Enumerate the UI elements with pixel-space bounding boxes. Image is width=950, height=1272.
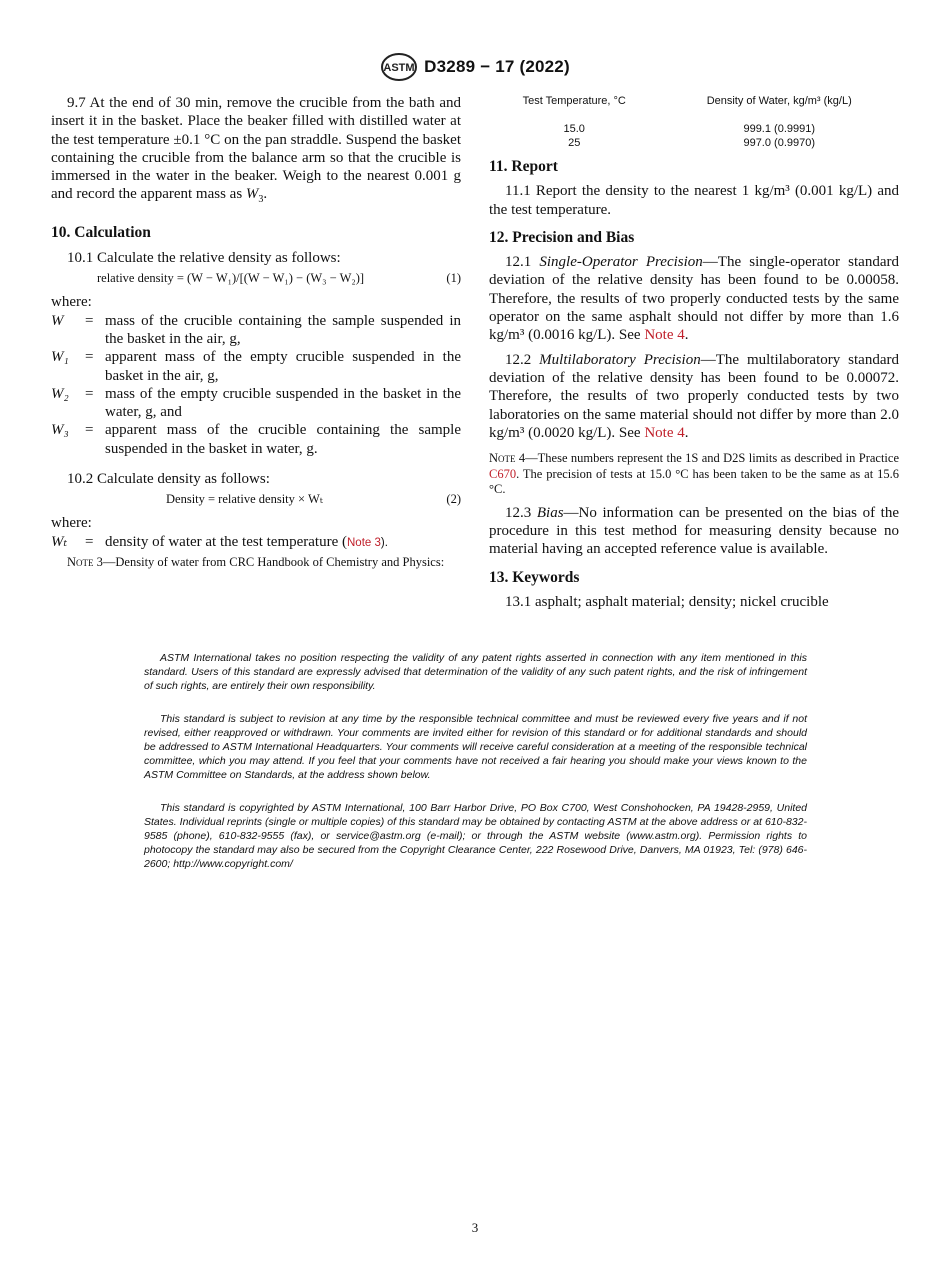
section-10-heading: 10. Calculation [51, 223, 151, 241]
document-id: D3289 − 17 (2022) [424, 57, 570, 76]
page-number: 3 [471, 1220, 479, 1235]
page-header [0, 52, 950, 82]
equation-1 [51, 267, 461, 289]
table-header-temperature: Test Temperature, °C [522, 95, 626, 107]
paragraph-11-1: 11.1 Report the density to the nearest 1 kg/m³ (0.001 kg/L) and the test temperature. [489, 183, 899, 218]
where-label-2: where: [51, 515, 92, 532]
paragraph-12-3: 12.3 Bias—No information can be presented on the bias of the procedure in this test method for measuring density because no material having an accepted reference value is available. [489, 504, 900, 558]
table-cell: 15.0 [563, 123, 585, 135]
equation-1-expression: relative density = (W − W₁)/[(W − W₁) − (W₃ − W₂)] [97, 271, 365, 286]
note-3-link[interactable]: Note 3 [347, 536, 381, 549]
section-13-heading: 13. Keywords [489, 568, 580, 586]
water-density-table [489, 94, 899, 150]
note-3: Note 3—Density of water from CRC Handbook of Chemistry and Physics: [67, 554, 445, 569]
note-4-link[interactable]: Note 4 [644, 424, 685, 441]
equation-2 [51, 488, 461, 510]
equation-2-number: (2) [446, 492, 461, 507]
astm-logo-icon [380, 52, 418, 82]
table-cell: 997.0 (0.9970) [743, 137, 816, 149]
section-11-heading: 11. Report [489, 158, 558, 175]
equation-2-expression: Density = relative density × Wₜ [166, 492, 323, 507]
paragraph-13-1: 13.1 asphalt; asphalt material; density; nickel crucible [505, 593, 829, 610]
variable-w: W = mass of the crucible containing the sample suspended in the basket in the air, g, [51, 312, 461, 347]
note-4: Note 4—These numbers represent the 1S and D2S limits as described in Practice C670. The precision of tests at 15.0 °C has been taken to be the same as at 15.6 °C. [489, 451, 899, 497]
legal-notice-patents: ASTM International takes no position respecting the validity of any patent rights asserted in connection with any item mentioned in this standard. Users of this standard are expressly advised that determination of the validity of any such patent rights, and the risk of infringement of such rights, are entirely their own responsibility. [144, 652, 807, 692]
table-cell: 25 [568, 137, 581, 149]
variable-w3: W₃ = apparent mass of the crucible containing the sample suspended in the basket in water, g. [51, 422, 461, 457]
paragraph-12-1: 12.1 Single-Operator Precision—The single-operator standard deviation of the relative density has been found to be 0.00058. Therefore, the results of two properly conducted tests by the same operator on the same asphalt should not differ by more than 1.6 kg/m³ (0.0016 kg/L). See Note 4. [489, 254, 899, 344]
table-row [489, 136, 899, 150]
paragraph-9-7: 9.7 At the end of 30 min, remove the crucible from the bath and insert it in the basket. Place the beaker filled with distilled water at the test temperature ±0.1 °C on the pan straddle. Suspend the basket containing the crucible from the balance arm so that the crucible is immersed in the water in the beaker. Weigh to the nearest 0.001 g and record the apparent mass as $W_3$. [51, 95, 461, 206]
table-header-row [489, 94, 899, 122]
table-header-density: Density of Water, kg/m³ (kg/L) [706, 95, 852, 107]
where-label: where: [51, 294, 92, 311]
paragraph-12-2: 12.2 Multilaboratory Precision—The multilaboratory standard deviation of the relative density has been found to be 0.00072. Therefore, the results of two properly conducted tests by two laboratories on the same material should not differ by more than 2.0 kg/m³ (0.0020 kg/L). See Note 4. [489, 351, 899, 441]
paragraph-10-1: 10.1 Calculate the relative density as follows: [67, 250, 341, 267]
note-4-link[interactable]: Note 4 [644, 327, 685, 344]
legal-notice-copyright: This standard is copyrighted by ASTM International, 100 Barr Harbor Drive, PO Box C700, West Conshohocken, PA 19428-2959, United States. Individual reprints (single or multiple copies) of this standard may be obtained by contacting ASTM at the above address or at 610-832-9585 (phone), 610-832-9555 (fax), or service@astm.org (e-mail); or through the ASTM website (www.astm.org). Permission rights to photocopy the standard may also be secured from the Copyright Clearance Center, 222 Rosewood Drive, Danvers, MA 01923, Tel: (978) 646-2600; http://www.copyright.com/ [144, 802, 807, 870]
variable-w1: W₁ = apparent mass of the empty crucible suspended in the basket in the air, g, [51, 349, 461, 384]
right-column [489, 94, 899, 611]
section-12-heading: 12. Precision and Bias [489, 228, 635, 246]
left-column [51, 94, 461, 570]
c670-link[interactable]: C670 [489, 466, 517, 481]
table-cell: 999.1 (0.9991) [743, 123, 816, 135]
variable-list [51, 312, 461, 458]
svg-text:ASTM: ASTM [383, 62, 415, 74]
paragraph-10-2: 10.2 Calculate density as follows: [67, 471, 270, 488]
table-row [489, 122, 899, 136]
equation-1-number: (1) [446, 271, 461, 286]
legal-notice-revision: This standard is subject to revision at any time by the responsible technical committee and must be reviewed every five years and if not revised, either reapproved or withdrawn. Your comments are invited either for revision of this standard or for additional standards and should be addressed to ASTM International Headquarters. Your comments will receive careful consideration at a meeting of the responsible technical committee, which you may attend. If you feel that your comments have not received a fair hearing you should make your views known to the ASTM Committee on Standards, at the address shown below. [144, 713, 807, 781]
variable-wt: Wₜ = density of water at the test temperature (Note 3). [51, 533, 388, 550]
variable-w2: W₂ = mass of the empty crucible suspended in the basket in the water, g, and [51, 385, 461, 421]
